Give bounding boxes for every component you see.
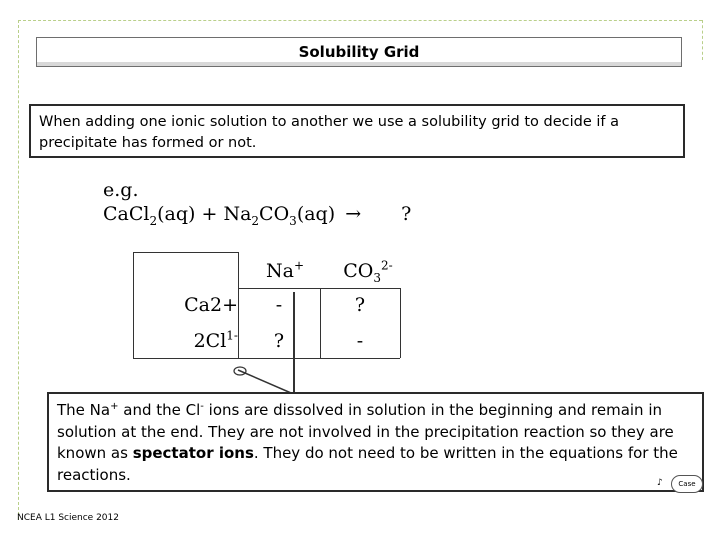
intro-box <box>29 104 685 158</box>
row-label-text: 2Cl <box>193 330 227 352</box>
row-label-text: Ca2+ <box>184 294 238 316</box>
grid-line <box>400 288 401 358</box>
note-sup: + <box>110 401 119 412</box>
note-text: ions are dissolved in solution in the beginning and remain in solution at the end. They are not involved in the precipitation reaction so they are known as <box>57 401 674 462</box>
eq-reactant2-state: (aq) <box>296 203 336 225</box>
frame-line-top <box>18 20 702 21</box>
eq-reactant2-sub1: 2 <box>251 213 260 228</box>
nav-button[interactable]: Case <box>671 475 703 493</box>
grid-line <box>238 288 400 289</box>
eq-reactant2-sub2: 3 <box>289 213 297 228</box>
row-label <box>133 330 238 352</box>
col-header-sub: 3 <box>373 270 382 285</box>
grid-cell: ? <box>354 294 366 316</box>
grid-line <box>133 252 238 253</box>
col-header-text: CO <box>343 260 374 282</box>
note-sup: - <box>200 401 204 412</box>
grid-cell: - <box>275 294 283 316</box>
title-bar-shade <box>37 62 681 66</box>
col-header-sup: 2- <box>381 258 393 273</box>
eq-reactant2-mid: CO <box>259 203 290 225</box>
title-bar <box>36 37 682 67</box>
eq-reactant1-sub: 2 <box>149 213 158 228</box>
example-label: e.g. <box>103 179 139 201</box>
row-label-sup: 1- <box>226 328 238 343</box>
note-text: The Na <box>57 401 111 419</box>
page-title: Solubility Grid <box>298 43 420 61</box>
sound-icon[interactable]: ♪ <box>657 478 663 488</box>
eq-reactant1-state: (aq) + Na <box>157 203 252 225</box>
col-header-text: Na <box>265 260 294 282</box>
row-label <box>133 294 238 316</box>
grid-line <box>133 358 400 359</box>
eq-reactant1: CaCl <box>103 203 150 225</box>
note-text: and the Cl <box>118 401 201 419</box>
frame-line-left <box>18 20 19 520</box>
col-header-anion <box>323 258 413 285</box>
reaction-arrow: → <box>345 203 362 225</box>
footer-text: NCEA L1 Science 2012 <box>17 513 119 523</box>
eq-product: ? <box>401 203 412 225</box>
col-header-sup: + <box>293 258 304 273</box>
frame-line-right <box>702 20 703 60</box>
grid-cell: ? <box>273 330 285 352</box>
equation <box>103 203 412 228</box>
note-bold: spectator ions <box>132 444 254 462</box>
col-header-cation <box>250 260 320 282</box>
grid-cell: - <box>356 330 364 352</box>
intro-text: When adding one ionic solution to another we use a solubility grid to decide if a precipitate has formed or not. <box>39 114 619 151</box>
note-box <box>47 392 704 492</box>
note-text: . They do not need to be written in the equations for the reactions. <box>57 444 678 484</box>
